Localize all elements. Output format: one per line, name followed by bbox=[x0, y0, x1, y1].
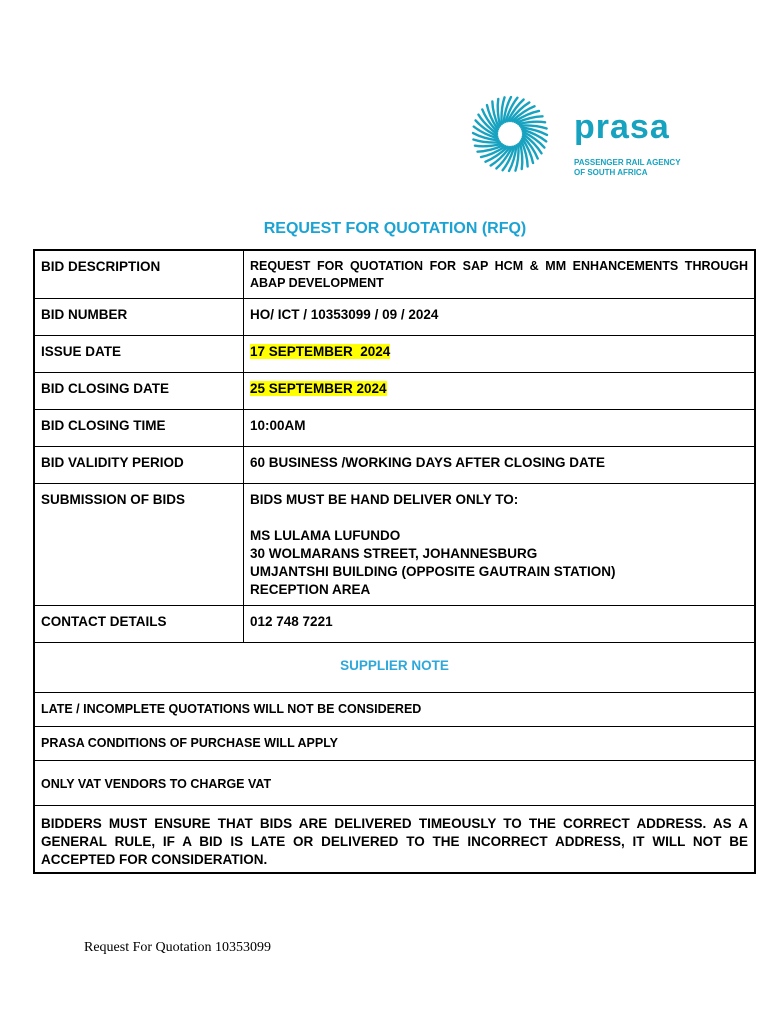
row-submission bbox=[34, 484, 755, 606]
row-supplier-note-title bbox=[34, 643, 755, 693]
emblem-ray bbox=[498, 99, 500, 126]
row-contact bbox=[34, 606, 755, 643]
row-note-late bbox=[34, 693, 755, 727]
emblem-ray bbox=[475, 144, 502, 146]
rfq-table bbox=[33, 249, 756, 874]
label-issue-date: ISSUE DATE bbox=[34, 336, 244, 373]
label-closing-date: BID CLOSING DATE bbox=[34, 373, 244, 410]
value-bid-description: REQUEST FOR QUOTATION FOR SAP HCM & MM ENHANCEMENTS THROUGH ABAP DEVELOPMENT bbox=[244, 250, 756, 299]
value-submission-cell bbox=[244, 484, 756, 606]
row-validity bbox=[34, 447, 755, 484]
submission-address: MS LULAMA LUFUNDO 30 WOLMARANS STREET, JOHANNESBURG UMJANTSHI BUILDING (OPPOSITE GAUTRAIN STATION) RECEPTION AREA bbox=[250, 528, 616, 597]
emblem-ray bbox=[520, 142, 522, 169]
label-validity: BID VALIDITY PERIOD bbox=[34, 447, 244, 484]
note-conditions: PRASA CONDITIONS OF PURCHASE WILL APPLY bbox=[34, 727, 755, 761]
value-validity: 60 BUSINESS /WORKING DAYS AFTER CLOSING DATE bbox=[244, 447, 756, 484]
supplier-note-title: SUPPLIER NOTE bbox=[34, 643, 755, 693]
value-issue-date: 17 SEPTEMBER 2024 bbox=[250, 344, 391, 359]
prasa-emblem-icon bbox=[462, 96, 562, 176]
row-issue-date bbox=[34, 336, 755, 373]
row-note-bidders bbox=[34, 806, 755, 874]
row-note-conditions bbox=[34, 727, 755, 761]
emblem-ray bbox=[518, 122, 545, 124]
label-contact: CONTACT DETAILS bbox=[34, 606, 244, 643]
note-bidders: BIDDERS MUST ENSURE THAT BIDS ARE DELIVERED TIMEOUSLY TO THE CORRECT ADDRESS. AS A GENERAL RULE, IF A BID IS LATE OR DELIVERED TO THE INCORRECT ADDRESS, IT WILL NOT BE ACCEPTED FOR CONSIDERATION. bbox=[34, 806, 755, 874]
note-late: LATE / INCOMPLETE QUOTATIONS WILL NOT BE CONSIDERED bbox=[34, 693, 755, 727]
note-vat: ONLY VAT VENDORS TO CHARGE VAT bbox=[34, 761, 755, 806]
row-closing-date bbox=[34, 373, 755, 410]
value-closing-time: 10:00AM bbox=[244, 410, 756, 447]
prasa-logo bbox=[462, 96, 692, 176]
value-bid-number: HO/ ICT / 10353099 / 09 / 2024 bbox=[244, 299, 756, 336]
row-bid-description bbox=[34, 250, 755, 299]
submission-intro: BIDS MUST BE HAND DELIVER ONLY TO: bbox=[250, 492, 519, 507]
value-contact: 012 748 7221 bbox=[244, 606, 756, 643]
page-footer: Request For Quotation 10353099 bbox=[84, 940, 272, 955]
value-closing-date: 25 SEPTEMBER 2024 bbox=[250, 381, 387, 396]
document-title: REQUEST FOR QUOTATION (RFQ) bbox=[263, 220, 527, 237]
row-note-vat bbox=[34, 761, 755, 806]
label-submission: SUBMISSION OF BIDS bbox=[34, 484, 244, 606]
row-bid-number bbox=[34, 299, 755, 336]
brand-name: prasa bbox=[574, 108, 670, 146]
brand-subtitle: PASSENGER RAIL AGENCY OF SOUTH AFRICA bbox=[574, 158, 681, 177]
label-closing-time: BID CLOSING TIME bbox=[34, 410, 244, 447]
value-closing-date-cell bbox=[244, 373, 756, 410]
value-issue-date-cell bbox=[244, 336, 756, 373]
label-bid-description: BID DESCRIPTION bbox=[34, 250, 244, 299]
label-bid-number: BID NUMBER bbox=[34, 299, 244, 336]
row-closing-time bbox=[34, 410, 755, 447]
